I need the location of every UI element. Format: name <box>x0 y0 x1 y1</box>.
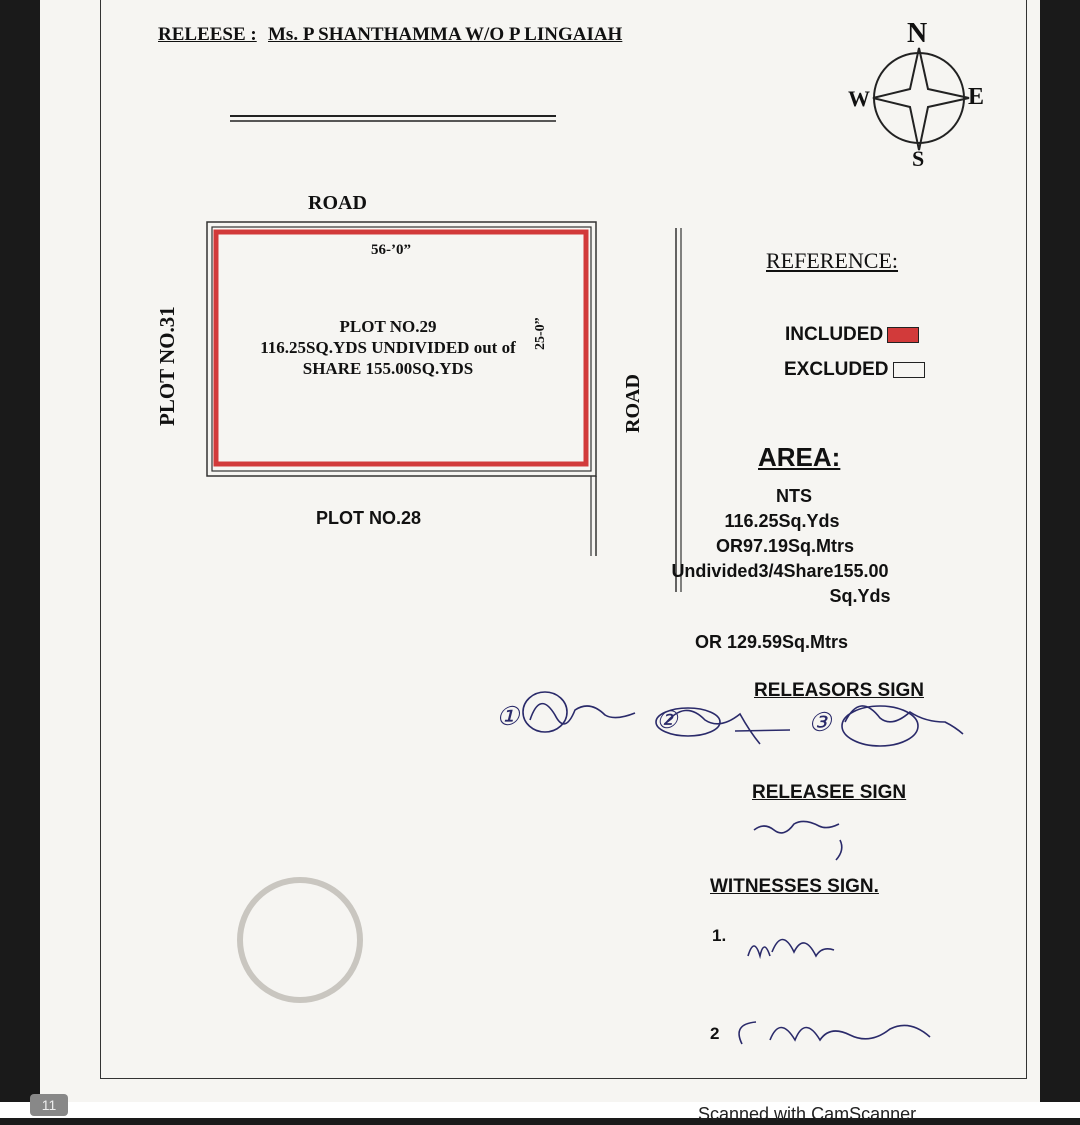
area-sq-yds: 116.25Sq.Yds <box>724 511 840 531</box>
area-block <box>620 484 950 609</box>
area-share: Undivided3/4Share155.00 <box>671 561 889 581</box>
width-dimension: 56-’0” <box>371 242 411 258</box>
releasee-sign-title: RELEASEE SIGN <box>752 782 907 803</box>
releese-label: RELEESE : <box>158 24 257 45</box>
plot-29-description <box>238 316 538 379</box>
plot-share-text: SHARE 155.00SQ.YDS <box>302 359 474 378</box>
witness-2-number: 2 <box>710 1024 720 1043</box>
seal-stamp <box>240 880 360 1000</box>
releasor-sign-2: ② <box>656 706 678 734</box>
area-share-unit: Sq.Yds <box>829 586 891 606</box>
witnesses-sign-title: WITNESSES SIGN. <box>710 876 879 897</box>
compass-n: N <box>907 18 928 49</box>
signature-marks <box>523 692 963 1044</box>
area-or-line: OR 129.59Sq.Mtrs <box>695 632 849 652</box>
included-swatch <box>887 327 919 343</box>
plot-31-label: PLOT NO.31 <box>155 306 179 426</box>
footer-strip <box>0 1102 1080 1118</box>
releasor-sign-3: ③ <box>808 708 832 738</box>
area-nts: NTS <box>776 486 812 506</box>
road-right-label: ROAD <box>622 374 644 433</box>
excluded-label: EXCLUDED <box>784 359 889 380</box>
witness-1-number: 1. <box>712 926 727 945</box>
excluded-swatch <box>893 362 925 378</box>
area-title: AREA: <box>758 442 841 472</box>
plot-area-text: 116.25SQ.YDS UNDIVIDED out of <box>260 338 516 357</box>
plot-number: PLOT NO.29 <box>339 317 437 336</box>
scanner-watermark: Scanned with CamScanner <box>698 1104 917 1124</box>
area-sq-mtrs: OR97.19Sq.Mtrs <box>715 536 855 556</box>
compass-e: E <box>968 84 985 110</box>
releasors-sign-title: RELEASORS SIGN <box>754 680 924 701</box>
reference-title: REFERENCE: <box>766 248 899 273</box>
reference-included <box>785 324 919 346</box>
road-top-label: ROAD <box>308 192 367 214</box>
plot-28-label: PLOT NO.28 <box>316 508 422 528</box>
reference-excluded <box>784 359 925 381</box>
page-badge: 11 <box>30 1094 68 1116</box>
compass-w: W <box>848 86 870 111</box>
depth-dimension: 25-0” <box>533 317 548 350</box>
compass-icon <box>873 48 969 150</box>
releese-name: Ms. P SHANTHAMMA W/O P LINGAIAH <box>268 24 623 45</box>
compass-s: S <box>912 146 925 171</box>
included-label: INCLUDED <box>785 324 884 345</box>
releasor-sign-1: ① <box>496 702 520 732</box>
